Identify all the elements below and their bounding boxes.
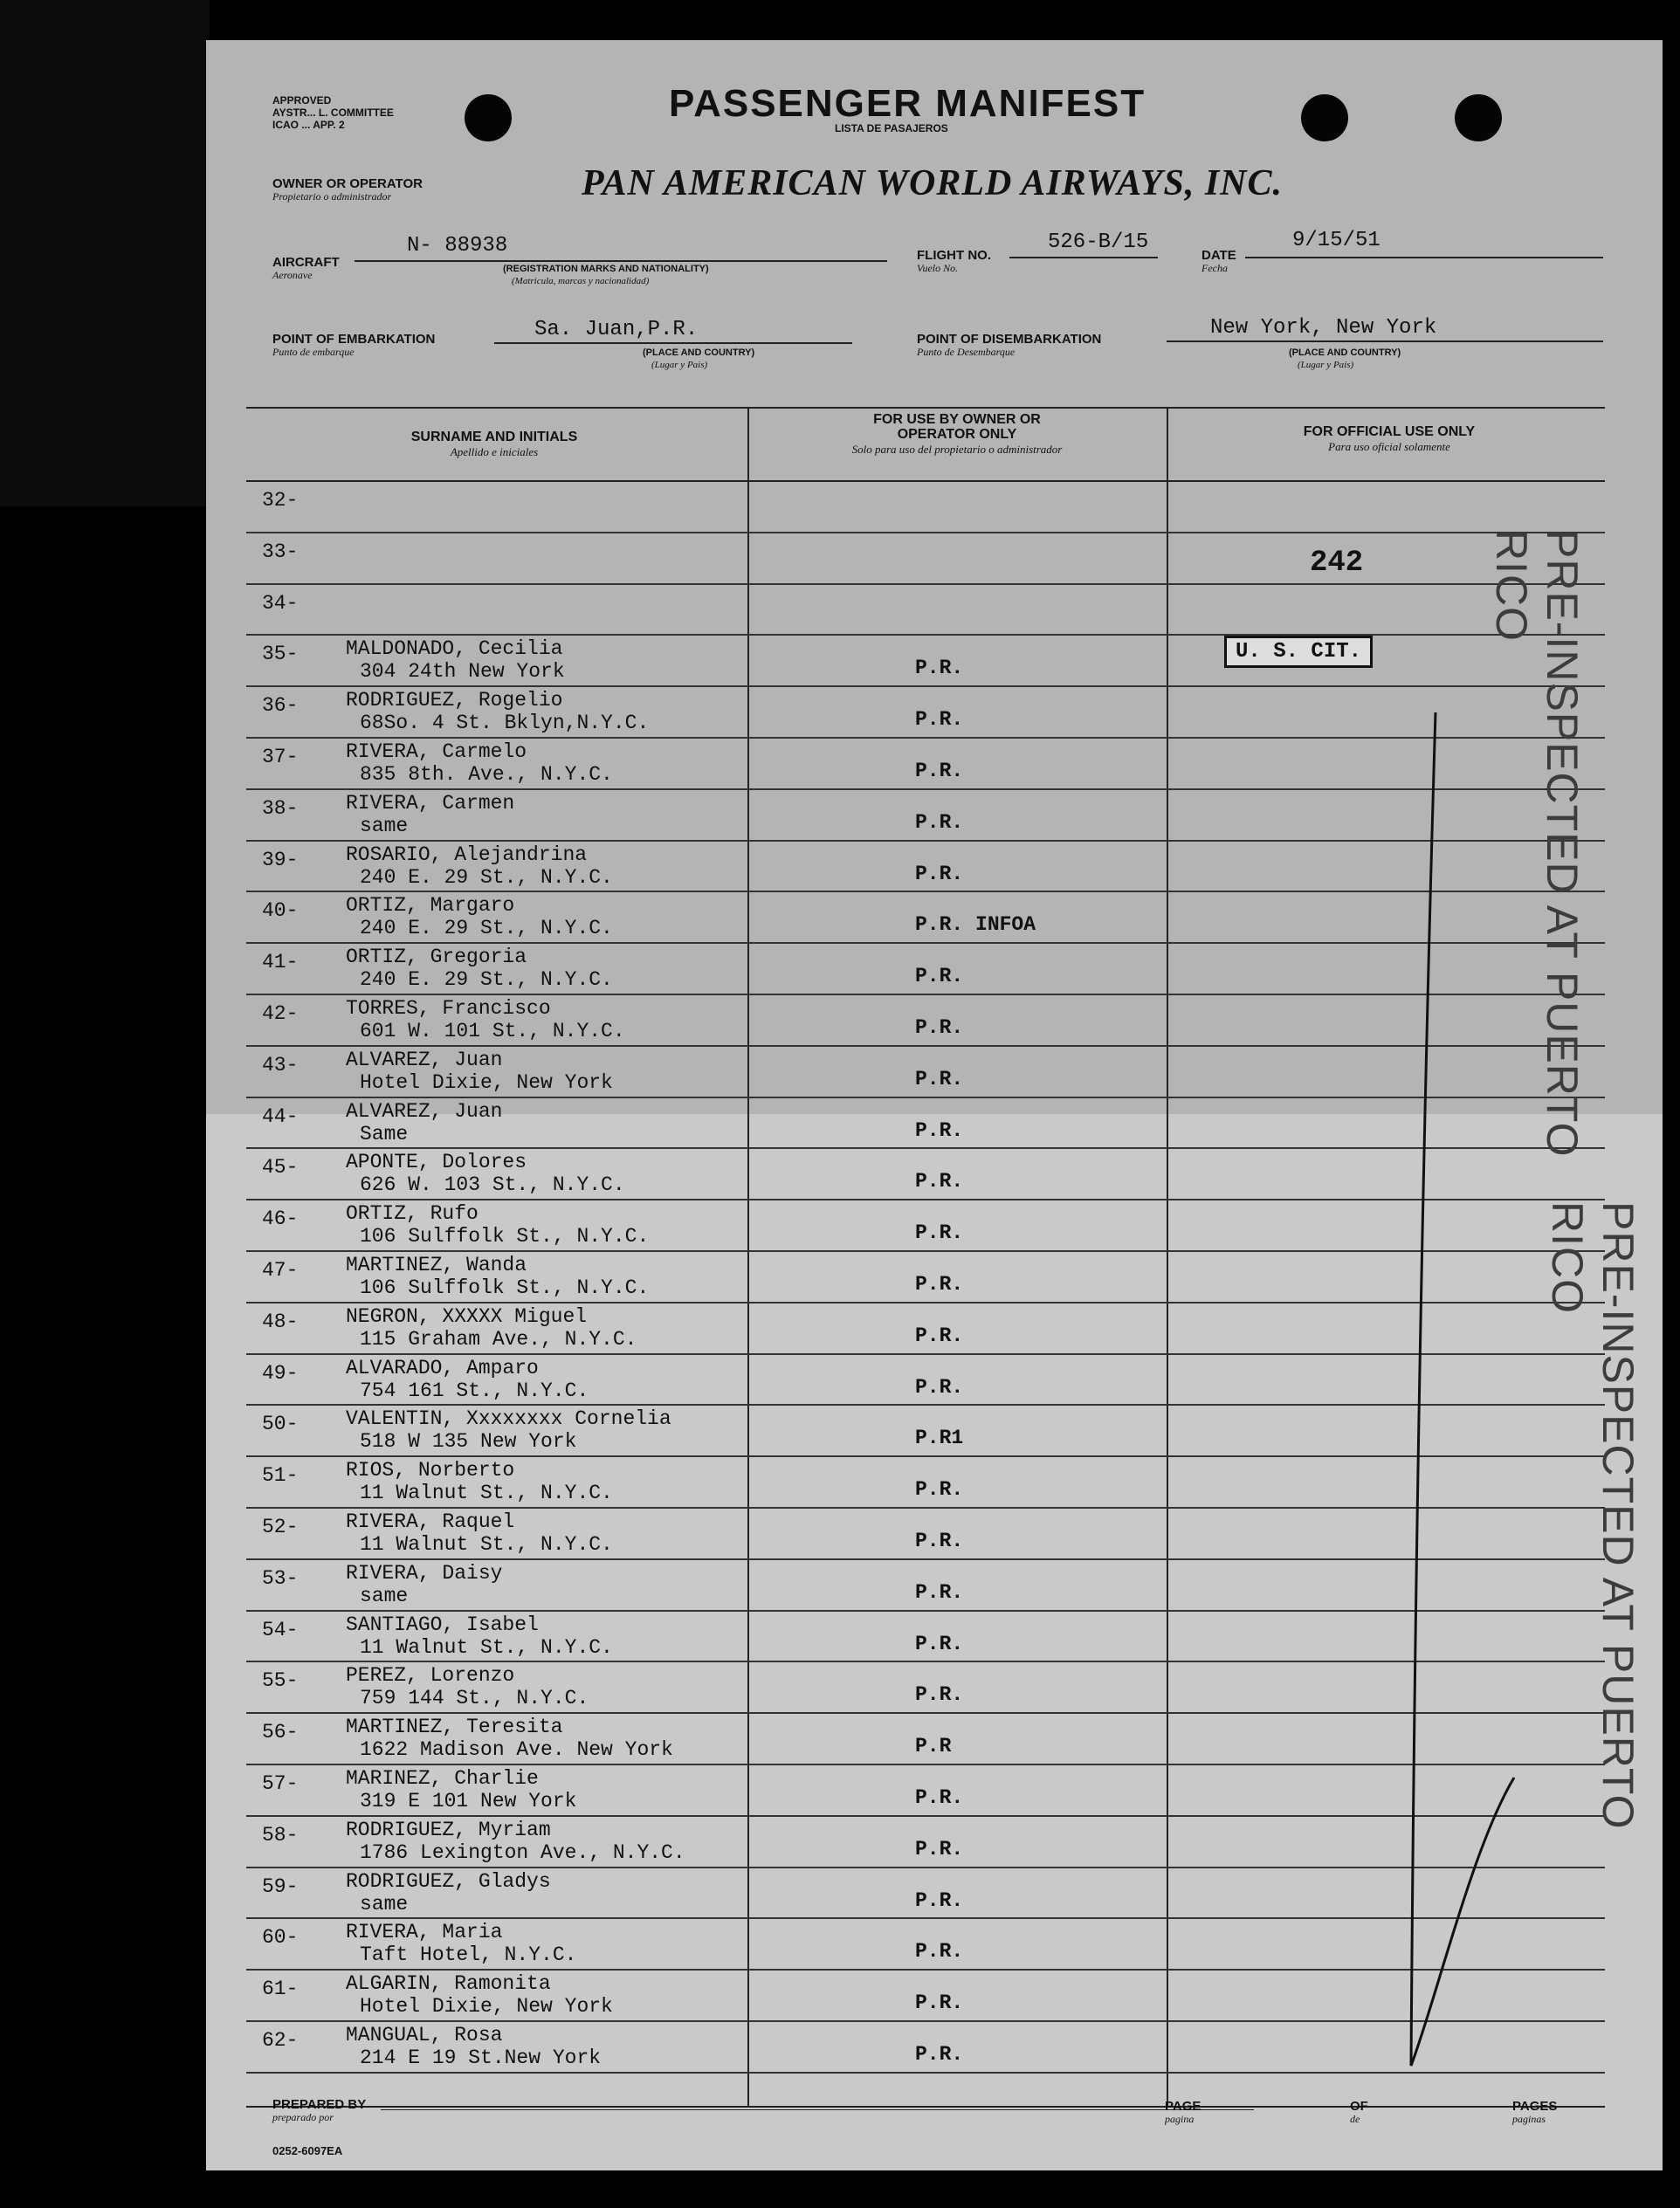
passenger-address: 106 Sulffolk St., N.Y.C. (360, 1276, 650, 1299)
punch-hole (1455, 94, 1502, 141)
owner-label: OWNER OR OPERATOR (272, 176, 423, 191)
origin-code: P.R. (915, 810, 964, 834)
passenger-address: 626 W. 103 St., N.Y.C. (360, 1173, 625, 1197)
passenger-address: 304 24th New York (360, 660, 565, 684)
origin-code: P.R. (915, 1016, 964, 1039)
origin-code: P.R. (915, 2043, 964, 2066)
table-row (206, 532, 1603, 583)
passenger-address: same (360, 1892, 409, 1916)
embark-label-es: Punto de embarque (272, 346, 355, 358)
date-label: DATE (1201, 248, 1236, 263)
page-title-es: LISTA DE PASAJEROS (835, 122, 948, 134)
origin-code: P.R. (915, 1632, 964, 1655)
row-number: 47- (262, 1259, 299, 1282)
table-bottom-border (246, 2106, 1605, 2108)
table-top-border (246, 407, 1605, 409)
passenger-name: SANTIAGO, Isabel (346, 1613, 539, 1636)
pages-label: PAGES (1512, 2099, 1558, 2114)
row-number: 33- (262, 540, 299, 563)
row-number: 46- (262, 1207, 299, 1231)
disembark-value: New York, New York (1210, 316, 1437, 340)
punch-hole (465, 94, 512, 141)
row-number: 44- (262, 1104, 299, 1128)
row-number: 42- (262, 1002, 299, 1025)
date-label-es: Fecha (1201, 262, 1228, 274)
pre-inspected-stamp-upper: PRE-INSPECTED AT PUERTO RICO (1487, 529, 1587, 1158)
date-underline (1245, 257, 1603, 258)
of-label-es: de (1350, 2113, 1360, 2125)
origin-code: P.R. (915, 657, 964, 680)
origin-code: P.R. (915, 1375, 964, 1399)
origin-code: P.R. (915, 1683, 964, 1707)
disembark-label-es: Punto de Desembarque (917, 346, 1016, 358)
table-row (206, 634, 1603, 685)
passenger-name: APONTE, Dolores (346, 1151, 527, 1174)
origin-code: P.R. (915, 1118, 964, 1142)
passenger-name: TORRES, Francisco (346, 997, 551, 1020)
pre-inspected-stamp-lower: PRE-INSPECTED AT PUERTO RICO (1543, 1201, 1642, 1830)
passenger-name: RODRIGUEZ, Rogelio (346, 689, 563, 712)
date-value: 9/15/51 (1292, 229, 1380, 252)
row-number: 56- (262, 1721, 299, 1744)
row-number: 48- (262, 1310, 299, 1333)
passenger-address: 11 Walnut St., N.Y.C. (360, 1533, 613, 1556)
origin-code: P.R. (915, 1478, 964, 1502)
embark-value: Sa. Juan,P.R. (534, 318, 699, 341)
passenger-address: Hotel Dixie, New York (360, 1995, 613, 2019)
passenger-address: same (360, 1584, 409, 1607)
passenger-name: ALVARADO, Amparo (346, 1356, 539, 1379)
embark-place-note: (PLACE AND COUNTRY) (643, 347, 755, 358)
passenger-address: 240 E. 29 St., N.Y.C. (360, 917, 613, 940)
passenger-address: 240 E. 29 St., N.Y.C. (360, 968, 613, 992)
row-number: 57- (262, 1772, 299, 1795)
registration-note: (REGISTRATION MARKS AND NATIONALITY) (503, 264, 709, 274)
passenger-address: 1786 Lexington Ave., N.Y.C. (360, 1840, 685, 1864)
passenger-name: MARINEZ, Charlie (346, 1767, 539, 1790)
passenger-name: ORTIZ, Rufo (346, 1202, 479, 1226)
row-number: 41- (262, 951, 299, 974)
origin-code: P.R (915, 1735, 952, 1758)
origin-code: P.R. (915, 1530, 964, 1552)
origin-code: P.R1 (915, 1427, 964, 1450)
origin-code: P.R. (915, 862, 964, 885)
row-number: 45- (262, 1156, 299, 1180)
origin-code: P.R. (915, 1170, 964, 1193)
page-label-es: pagina (1165, 2113, 1195, 2125)
passenger-name: RIVERA, Daisy (346, 1561, 503, 1585)
passenger-name: ALVAREZ, Juan (346, 1048, 503, 1071)
passenger-count-note: 242 (1310, 547, 1364, 580)
passenger-address: 214 E 19 St.New York (360, 2046, 602, 2069)
official-use-column-header: FOR OFFICIAL USE ONLY Para uso oficial solamente (1303, 424, 1476, 453)
passenger-name: MARTINEZ, Wanda (346, 1254, 527, 1276)
passenger-name: RODRIGUEZ, Myriam (346, 1818, 551, 1841)
passenger-name: PEREZ, Lorenzo (346, 1664, 515, 1688)
embark-underline (494, 342, 852, 344)
embark-label: POINT OF EMBARKATION (272, 332, 436, 347)
row-number: 36- (262, 694, 299, 718)
row-number: 49- (262, 1361, 299, 1385)
table-row (206, 583, 1603, 635)
punch-hole (1301, 94, 1348, 141)
origin-code: P.R. (915, 1837, 964, 1861)
origin-code: P.R. (915, 1786, 964, 1809)
origin-code: P.R. (915, 1991, 964, 2015)
passenger-address: 319 E 101 New York (360, 1790, 577, 1812)
disembark-label: POINT OF DISEMBARKATION (917, 332, 1102, 347)
passenger-address: 835 8th. Ave., N.Y.C. (360, 763, 613, 786)
passenger-address: 11 Walnut St., N.Y.C. (360, 1635, 613, 1659)
origin-code: P.R. (915, 1221, 964, 1245)
aircraft-label: AIRCRAFT (272, 255, 340, 270)
row-number: 53- (262, 1566, 299, 1590)
passenger-address: 68So. 4 St. Bklyn,N.Y.C. (360, 712, 650, 735)
table-row (206, 480, 1603, 532)
form-approval-block: APPROVED AYSTR... L. COMMITTEE ICAO ... APP. 2 (272, 94, 394, 131)
form-number: 0252-6097EA (272, 2144, 343, 2157)
passenger-name: MARTINEZ, Teresita (346, 1716, 563, 1739)
origin-code: P.R. (915, 965, 964, 988)
embark-place-note-es: (Lugar y Pais) (651, 360, 708, 370)
passenger-address: Taft Hotel, N.Y.C. (360, 1943, 577, 1967)
row-number: 40- (262, 899, 299, 923)
passenger-address: same (360, 814, 409, 837)
row-number: 32- (262, 489, 299, 512)
passenger-name: RIVERA, Carmen (346, 791, 515, 815)
passenger-name: MALDONADO, Cecilia (346, 637, 563, 661)
row-number: 34- (262, 591, 299, 615)
prepared-by-label-es: preparado por (272, 2111, 334, 2123)
passenger-name: RIVERA, Raquel (346, 1510, 515, 1533)
passenger-address: 106 Sulffolk St., N.Y.C. (360, 1225, 650, 1248)
passenger-address: 601 W. 101 St., N.Y.C. (360, 1020, 625, 1042)
passenger-name: VALENTIN, Xxxxxxxx Cornelia (346, 1407, 671, 1431)
passenger-name: MANGUAL, Rosa (346, 2024, 503, 2046)
disembark-place-note: (PLACE AND COUNTRY) (1289, 347, 1401, 358)
pages-label-es: paginas (1512, 2113, 1546, 2125)
disembark-place-note-es: (Lugar y Pais) (1298, 360, 1354, 370)
owner-use-column-header: FOR USE BY OWNER OR OPERATOR ONLY Solo para uso del propietario o administrador (851, 412, 1063, 456)
row-number: 51- (262, 1464, 299, 1488)
origin-code: P.R. (915, 708, 964, 732)
flight-label: FLIGHT NO. (917, 248, 991, 263)
passenger-name: ALGARIN, Ramonita (346, 1972, 551, 1996)
flight-underline (1009, 257, 1158, 258)
passenger-address: 115 Graham Ave., N.Y.C. (360, 1327, 637, 1351)
prepared-by-label: PREPARED BY (272, 2097, 367, 2112)
passenger-address: 240 E. 29 St., N.Y.C. (360, 865, 613, 889)
row-number: 50- (262, 1413, 299, 1436)
aircraft-label-es: Aeronave (272, 269, 313, 281)
surname-column-header: SURNAME AND INITIALS Apellido e iniciales (410, 430, 578, 458)
row-number: 60- (262, 1926, 299, 1950)
flight-value: 526-B/15 (1048, 230, 1149, 254)
manifest-page (206, 40, 1663, 2170)
flight-label-es: Vuelo No. (917, 262, 959, 274)
passenger-address: 518 W 135 New York (360, 1430, 577, 1454)
row-number: 59- (262, 1874, 299, 1898)
row-number: 37- (262, 746, 299, 768)
passenger-name: ALVAREZ, Juan (346, 1099, 503, 1123)
row-number: 61- (262, 1978, 299, 2001)
aircraft-underline (355, 260, 887, 262)
passenger-address: Same (360, 1122, 409, 1145)
aircraft-value: N- 88938 (407, 234, 508, 258)
row-number: 52- (262, 1516, 299, 1538)
origin-code: P.R. (915, 1940, 964, 1964)
passenger-name: RIOS, Norberto (346, 1459, 515, 1482)
row-number: 38- (262, 796, 299, 820)
row-number: 58- (262, 1823, 299, 1847)
row-number: 39- (262, 848, 299, 871)
page-label: PAGE (1165, 2099, 1201, 2114)
us-citizen-stamp: U. S. CIT. (1224, 636, 1373, 668)
passenger-name: ORTIZ, Gregoria (346, 946, 527, 969)
passenger-address: Hotel Dixie, New York (360, 1070, 613, 1094)
row-number: 54- (262, 1618, 299, 1641)
passenger-name: RODRIGUEZ, Gladys (346, 1869, 551, 1893)
scan-background (0, 0, 210, 506)
origin-code: P.R. (915, 1273, 964, 1296)
origin-code: P.R. (915, 1324, 964, 1347)
passenger-address: 11 Walnut St., N.Y.C. (360, 1482, 613, 1505)
origin-code: P.R. (915, 1888, 964, 1912)
passenger-name: RIVERA, Carmelo (346, 740, 527, 763)
origin-code: P.R. INFOA (915, 913, 1036, 937)
row-number: 35- (262, 643, 299, 666)
passenger-name: ORTIZ, Margaro (346, 894, 515, 918)
disembark-underline (1167, 340, 1603, 342)
of-label: OF (1350, 2099, 1368, 2114)
page-title: PASSENGER MANIFEST (669, 82, 1146, 125)
registration-note-es: (Matricula, marcas y nacionalidad) (512, 276, 650, 286)
passenger-address: 759 144 St., N.Y.C. (360, 1687, 589, 1710)
passenger-name: RIVERA, Maria (346, 1921, 503, 1944)
prepared-by-line (381, 2109, 1254, 2110)
passenger-name: NEGRON, XXXXX Miguel (346, 1304, 588, 1328)
passenger-address: 754 161 St., N.Y.C. (360, 1379, 589, 1402)
passenger-name: ROSARIO, Alejandrina (346, 843, 588, 866)
passenger-address: 1622 Madison Ave. New York (360, 1738, 673, 1762)
origin-code: P.R. (915, 1067, 964, 1090)
owner-label-es: Propietario o administrador (272, 190, 392, 203)
origin-code: P.R. (915, 1580, 964, 1604)
row-number: 62- (262, 2029, 299, 2052)
row-number: 43- (262, 1053, 299, 1076)
row-number: 55- (262, 1669, 299, 1693)
origin-code: P.R. (915, 760, 964, 782)
airline-name: PAN AMERICAN WORLD AIRWAYS, INC. (582, 163, 1284, 203)
